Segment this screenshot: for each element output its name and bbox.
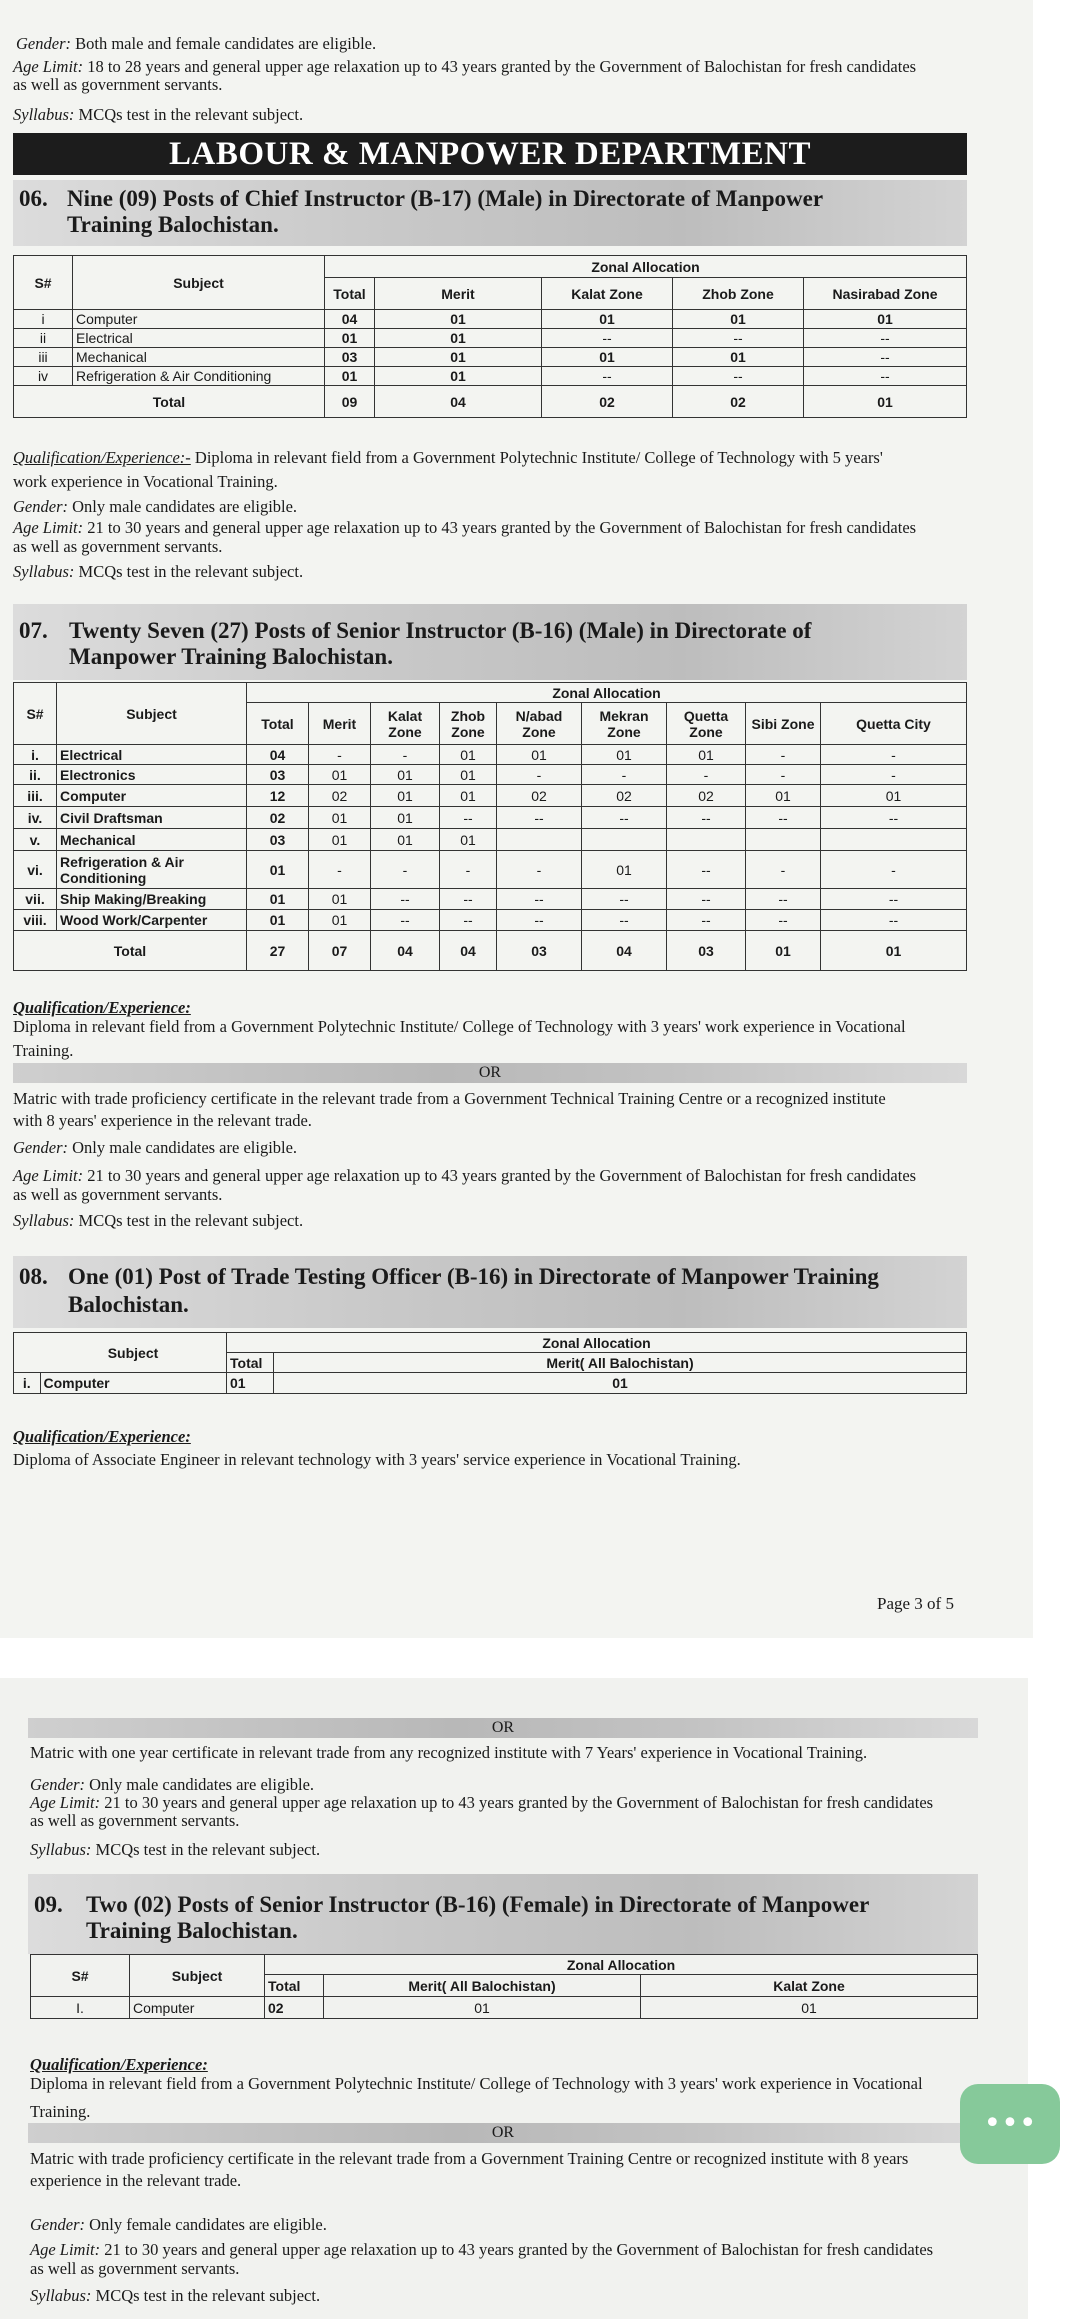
page-margin [1028,1678,1080,2319]
col-merit: Merit( All Balochistan) [324,1975,641,1997]
col-kalat: Kalat Zone [641,1975,978,1997]
table-row: ii. Electronics 03 01 01 01 - - - - - [14,765,967,785]
section-09-header: 09. Two (02) Posts of Senior Instructor (B-16) (Female) in Directorate of Manpower Training Balochistan. [28,1874,978,1954]
section-08-table [13,1332,967,1394]
col-zonal: Zonal Allocation [227,1333,967,1353]
table-row: i. Computer 01 01 [14,1373,967,1394]
intro-age: Age Limit: 18 to 28 years and general upper age relaxation up to 43 years granted by the Government of Balochistan for fresh candidates [13,57,917,76]
col-zonal: Zonal Allocation [265,1955,978,1975]
sec09-alternative: Matric with trade proficiency certificate in the relevant trade from a Government Training Centre or recognized institute with 8 years [30,2149,909,2168]
sec06-age: Age Limit: 21 to 30 years and general upper age relaxation up to 43 years granted by the Government of Balochistan for fresh candidates [13,518,917,537]
p2-age: Age Limit: 21 to 30 years and general upper age relaxation up to 43 years granted by the Government of Balochistan for fresh candidates [30,1793,934,1812]
section-08-header: 08. One (01) Post of Trade Testing Officer (B-16) in Directorate of Manpower Training Balochistan. [13,1256,967,1328]
sec09-qualification-cont: Training. [30,2102,91,2121]
section-06-table [13,255,967,418]
col-sno: S# [31,1955,130,1997]
intro-syllabus: Syllabus: MCQs test in the relevant subject. [13,105,304,124]
sec09-age-cont: as well as government servants. [30,2259,240,2278]
section-07-header: 07. Twenty Seven (27) Posts of Senior Instructor (B-16) (Male) in Directorate of Manpower Training Balochistan. [13,604,967,680]
or-divider: OR [13,1063,967,1083]
sec07-syllabus: Syllabus: MCQs test in the relevant subject. [13,1211,304,1230]
table-row: vi. Refrigeration & Air Conditioning 01 - - - - 01 -- - - [14,851,967,889]
table-row: iv. Civil Draftsman 02 01 01 -- -- -- -- -- -- [14,807,967,829]
table-row: ii Electrical 01 01 -- -- -- [14,329,967,348]
sec08-qualification: Diploma of Associate Engineer in relevant technology with 3 years' service experience in Vocational Training. [13,1450,741,1469]
sec06-gender: Gender: Only male candidates are eligible. [13,497,298,516]
p2-age-cont: as well as government servants. [30,1811,240,1830]
col-total: Total [325,278,375,310]
table-row: vii. Ship Making/Breaking 01 01 -- -- -- -- -- -- -- [14,889,967,910]
sec07-alternative: Matric with trade proficiency certificate in the relevant trade from a Government Technical Training Centre or a recognized institute [13,1089,886,1108]
more-options-button[interactable]: ••• [960,2084,1060,2164]
sec09-age: Age Limit: 21 to 30 years and general upper age relaxation up to 43 years granted by the Government of Balochistan for fresh candidates [30,2240,934,2259]
or-divider: OR [28,1718,978,1738]
col-zonal: Zonal Allocation [247,683,967,703]
col-zonal: Zonal Allocation [325,256,967,278]
page-gap [0,1638,1080,1678]
p2-syllabus: Syllabus: MCQs test in the relevant subject. [30,1840,321,1859]
sec06-age-cont: as well as government servants. [13,537,223,556]
sec09-syllabus: Syllabus: MCQs test in the relevant subject. [30,2286,321,2305]
col-subject: Subject [130,1955,265,1997]
table-row: iii. Computer 12 02 01 01 02 02 02 01 01 [14,785,967,807]
section-06-header: 06. Nine (09) Posts of Chief Instructor (B-17) (Male) in Directorate of Manpower Training Balochistan. [13,180,967,246]
col-total: Total [265,1975,324,1997]
sec07-qualification-cont: Training. [13,1041,74,1060]
sec07-age-cont: as well as government servants. [13,1185,223,1204]
sec09-qualification-label: Qualification/Experience: [30,2055,208,2074]
table-row: viii. Wood Work/Carpenter 01 01 -- -- -- -- -- -- -- [14,910,967,931]
table-row: i Computer 04 01 01 01 01 [14,310,967,329]
intro-age-cont: as well as government servants. [13,75,223,94]
col-sno: S# [14,256,73,310]
col-subject: Subject [73,256,325,310]
table-row: i. Electrical 04 - - 01 01 01 01 - - [14,745,967,765]
sec06-qualification-cont: work experience in Vocational Training. [13,472,278,491]
table-row: iv Refrigeration & Air Conditioning 01 01 -- -- -- [14,367,967,386]
sec07-qualification-label: Qualification/Experience: [13,998,191,1017]
sec06-syllabus: Syllabus: MCQs test in the relevant subject. [13,562,304,581]
page-number: Page 3 of 5 [877,1594,954,1613]
section-09-table [30,1954,978,2019]
department-header: LABOUR & MANPOWER DEPARTMENT [13,133,967,175]
col-total: Total [227,1353,274,1373]
sec09-qualification: Diploma in relevant field from a Government Polytechnic Institute/ College of Technology with 3 years' work experience in Vocational [30,2074,923,2093]
sec07-age: Age Limit: 21 to 30 years and general upper age relaxation up to 43 years granted by the Government of Balochistan for fresh candidates [13,1166,917,1185]
or-divider: OR [28,2123,978,2143]
col-nasirabad: Nasirabad Zone [804,278,967,310]
col-subject: Subject [40,1333,227,1373]
table-total-row: Total 27 07 04 04 03 04 03 01 01 [14,931,967,971]
sec09-gender: Gender: Only female candidates are eligible. [30,2215,327,2234]
sec07-alternative-cont: with 8 years' experience in the relevant trade. [13,1111,312,1130]
col-subject: Subject [57,683,247,745]
page-margin [1033,0,1080,1638]
p2-alternative: Matric with one year certificate in relevant trade from any recognized institute with 7 Years' experience in Vocational Training. [30,1743,868,1762]
section-07-table: S# Subject Zonal Allocation Total Merit Kalat Zone Zhob Zone N/abad Zone Mekran Zone Quetta Zone Sibi Zone Quetta City i. Electrical 04 - - 01 01 01 01 - - ii. Electronics 03 01 01 01 - - - - - iii. Computer 12 02 01 01 02 02 02 01 01 iv. Civil Draftsman 02 01 01 -- -- -- -- -- -- v. Mechanical 03 01 01 01 vi. Refrigeration & Air Conditioning 01 - - - - 01 -- - - vii. Ship Making/Breaking 01 01 -- -- -- -- -- -- -- viii. Wood Work/Carpenter 01 01 -- -- -- -- -- -- -- Total 27 07 04 04 03 04 03 01 01 [13,682,967,971]
sec07-qualification: Diploma in relevant field from a Government Polytechnic Institute/ College of Technology with 3 years' work experience in Vocational [13,1017,906,1036]
col-merit: Merit( All Balochistan) [274,1353,967,1373]
table-row: v. Mechanical 03 01 01 01 [14,829,967,851]
table-row: I. Computer 02 01 01 [31,1997,978,2019]
sec09-alternative-cont: experience in the relevant trade. [30,2171,242,2190]
sec08-qualification-label: Qualification/Experience: [13,1427,191,1446]
col-merit: Merit [375,278,542,310]
col-kalat: Kalat Zone [542,278,673,310]
sec07-gender: Gender: Only male candidates are eligible. [13,1138,298,1157]
col-zhob: Zhob Zone [673,278,804,310]
sec06-qualification: Qualification/Experience:- Diploma in relevant field from a Government Polytechnic Institute/ College of Technology with 5 years' [13,448,883,467]
p2-gender: Gender: Only male candidates are eligible. [30,1775,315,1794]
table-total-row: Total 09 04 02 02 01 [14,386,967,418]
table-row: iii Mechanical 03 01 01 01 -- [14,348,967,367]
col-sno: S# [14,683,57,745]
intro-gender: Gender: Both male and female candidates are eligible. [16,34,377,53]
